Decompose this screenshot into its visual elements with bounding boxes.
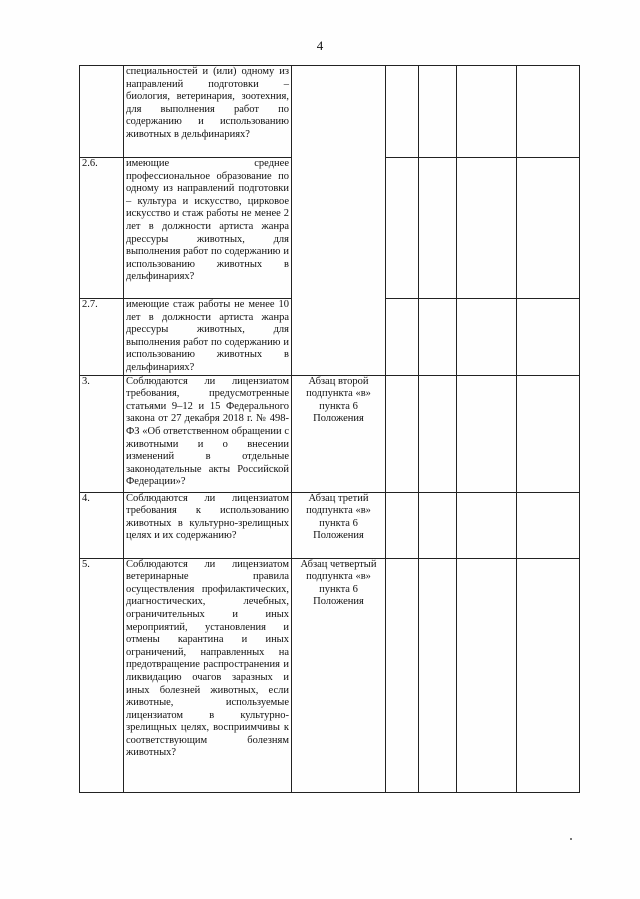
note-cell bbox=[517, 558, 580, 792]
checklist-row bbox=[80, 492, 580, 558]
answer-not-applicable-cell bbox=[457, 492, 517, 558]
answer-not-applicable-cell bbox=[457, 158, 517, 299]
checklist-row bbox=[80, 375, 580, 492]
note-cell bbox=[517, 492, 580, 558]
answer-not-applicable-cell bbox=[457, 66, 517, 158]
answer-yes-cell bbox=[386, 375, 419, 492]
answer-yes-cell bbox=[386, 299, 419, 376]
row-number bbox=[80, 66, 124, 158]
answer-no-cell bbox=[419, 66, 457, 158]
row-number: 3. bbox=[80, 375, 124, 492]
row-question: имеющие среднее профессиональное образование по одному из направлений подготовки – культура и искусство, цирковое искусство и стаж работы не менее 2 лет в должности артиста жанра дрессуры животных, для выполнения работ по содержанию и использованию животных в дельфинариях? bbox=[124, 158, 292, 299]
answer-yes-cell bbox=[386, 158, 419, 299]
row-number: 4. bbox=[80, 492, 124, 558]
page-number: 4 bbox=[316, 38, 324, 53]
answer-no-cell bbox=[419, 299, 457, 376]
row-reference: Абзац второй подпункта «в» пункта 6 Положения bbox=[292, 375, 386, 492]
row-number: 2.6. bbox=[80, 158, 124, 299]
answer-no-cell bbox=[419, 492, 457, 558]
answer-yes-cell bbox=[386, 66, 419, 158]
row-reference-merged bbox=[292, 66, 386, 376]
answer-not-applicable-cell bbox=[457, 558, 517, 792]
answer-no-cell bbox=[419, 558, 457, 792]
row-reference: Абзац четвертый подпункта «в» пункта 6 Положения bbox=[292, 558, 386, 792]
answer-yes-cell bbox=[386, 492, 419, 558]
checklist-table bbox=[79, 65, 580, 793]
checklist-row bbox=[80, 558, 580, 792]
checklist-row bbox=[80, 66, 580, 158]
answer-yes-cell bbox=[386, 558, 419, 792]
answer-no-cell bbox=[419, 375, 457, 492]
scan-speck bbox=[570, 838, 572, 840]
note-cell bbox=[517, 158, 580, 299]
row-question: Соблюдаются ли лицензиатом ветеринарные правила осуществления профилактических, диагностических, лечебных, ограничительных и иных мероприятий, установления и отмены карантина и иных ограничений, направленных на предотвращение распространения и ликвидацию очагов заразных и иных болезней животных, если животные, используемые лицензиатом в культурно-зрелищных целях, восприимчивы к соответствующим болезням животных? bbox=[124, 558, 292, 792]
answer-not-applicable-cell bbox=[457, 375, 517, 492]
row-question: Соблюдаются ли лицензиатом требования, предусмотренные статьями 9–12 и 15 Федерального закона от 27 декабря 2018 г. № 498-ФЗ «Об ответственном обращении с животными и о внесении изменений в отдельные законодательные акты Российской Федерации»? bbox=[124, 375, 292, 492]
row-question: специальностей и (или) одному из направлений подготовки – биология, ветеринария, зоотехния, для выполнения работ по содержанию и использованию животных в дельфинариях? bbox=[124, 66, 292, 158]
note-cell bbox=[517, 66, 580, 158]
answer-no-cell bbox=[419, 158, 457, 299]
row-number: 5. bbox=[80, 558, 124, 792]
note-cell bbox=[517, 375, 580, 492]
row-question: Соблюдаются ли лицензиатом требования к использованию животных в культурно-зрелищных целях и их содержанию? bbox=[124, 492, 292, 558]
note-cell bbox=[517, 299, 580, 376]
row-question: имеющие стаж работы не менее 10 лет в должности артиста жанра дрессуры животных, для выполнения работ по содержанию и использованию животных в дельфинариях? bbox=[124, 299, 292, 376]
row-number: 2.7. bbox=[80, 299, 124, 376]
answer-not-applicable-cell bbox=[457, 299, 517, 376]
row-reference: Абзац третий подпункта «в» пункта 6 Положения bbox=[292, 492, 386, 558]
